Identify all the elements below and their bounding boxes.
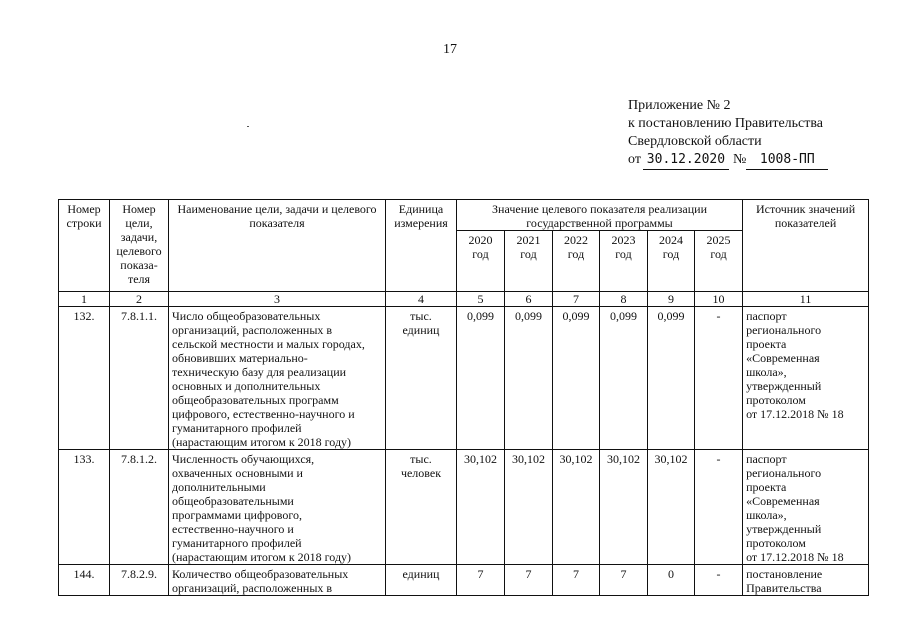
column-number: 2 bbox=[110, 292, 169, 307]
resolution-number: 1008-ПП bbox=[746, 151, 828, 170]
value-2023: 7 bbox=[600, 565, 648, 596]
header-year: 2024 год bbox=[648, 231, 695, 292]
header-values-group: Значение целевого показателя реализации государственной программы bbox=[457, 200, 743, 231]
appendix-block bbox=[628, 97, 828, 170]
indicator-name: Численность обучающихся, охваченных основными и дополнительными общеобразовательными программами цифрового, естественно-научного и гуманитарного профилей (нарастающим итогом к 2018 году) bbox=[169, 450, 386, 565]
table-row bbox=[59, 565, 869, 596]
value-2024: 30,102 bbox=[648, 450, 695, 565]
indicator-name: Число общеобразовательных организаций, расположенных в сельской местности и малых городах, обновивших материально- техническую базу для реализации основных и дополнительных общеобразовательных программ цифрового, естественно-научного и гуманитарного профилей (нарастающим итогом к 2018 году) bbox=[169, 307, 386, 450]
value-2022: 0,099 bbox=[553, 307, 600, 450]
header-row-number: Номер строки bbox=[59, 200, 110, 292]
scan-speck bbox=[247, 126, 249, 127]
page-number: 17 bbox=[443, 42, 457, 57]
value-2021: 7 bbox=[505, 565, 553, 596]
indicator-name: Количество общеобразовательных организаций, расположенных в bbox=[169, 565, 386, 596]
value-2023: 30,102 bbox=[600, 450, 648, 565]
value-2025: - bbox=[695, 307, 743, 450]
value-2022: 30,102 bbox=[553, 450, 600, 565]
value-2021: 30,102 bbox=[505, 450, 553, 565]
appendix-resolution: к постановлению Правительства bbox=[628, 116, 824, 131]
column-number: 8 bbox=[600, 292, 648, 307]
header-year: 2023 год bbox=[600, 231, 648, 292]
header-year: 2021 год bbox=[505, 231, 553, 292]
appendix-region: Свердловской области bbox=[628, 134, 762, 149]
column-number: 10 bbox=[695, 292, 743, 307]
column-number: 11 bbox=[743, 292, 869, 307]
value-2020: 0,099 bbox=[457, 307, 505, 450]
indicator-unit: единиц bbox=[386, 565, 457, 596]
header-goal-number: Номер цели, задачи, целевого показа-теля bbox=[110, 200, 169, 292]
indicator-unit: тыс. единиц bbox=[386, 307, 457, 450]
value-2020: 30,102 bbox=[457, 450, 505, 565]
column-number: 9 bbox=[648, 292, 695, 307]
indicator-source: паспорт регионального проекта «Современная школа», утвержденный протоколом от 17.12.2018 № 18 bbox=[743, 307, 869, 450]
header-source: Источник значений показателей bbox=[743, 200, 869, 292]
value-2025: - bbox=[695, 565, 743, 596]
indicator-source: постановление Правительства bbox=[743, 565, 869, 596]
value-2023: 0,099 bbox=[600, 307, 648, 450]
header-unit: Единица измерения bbox=[386, 200, 457, 292]
indicator-code: 7.8.2.9. bbox=[110, 565, 169, 596]
table-row bbox=[59, 307, 869, 450]
resolution-date: 30.12.2020 bbox=[643, 151, 729, 170]
row-number: 144. bbox=[59, 565, 110, 596]
column-number: 1 bbox=[59, 292, 110, 307]
indicator-code: 7.8.1.1. bbox=[110, 307, 169, 450]
value-2022: 7 bbox=[553, 565, 600, 596]
column-numbers-row bbox=[59, 292, 869, 307]
column-number: 5 bbox=[457, 292, 505, 307]
row-number: 132. bbox=[59, 307, 110, 450]
header-row bbox=[59, 200, 869, 231]
appendix-date-line bbox=[628, 151, 828, 170]
indicators-table bbox=[58, 199, 869, 596]
value-2025: - bbox=[695, 450, 743, 565]
column-number: 6 bbox=[505, 292, 553, 307]
indicator-unit: тыс. человек bbox=[386, 450, 457, 565]
column-number: 3 bbox=[169, 292, 386, 307]
value-2024: 0 bbox=[648, 565, 695, 596]
value-2024: 0,099 bbox=[648, 307, 695, 450]
header-year: 2020 год bbox=[457, 231, 505, 292]
number-prefix: № bbox=[732, 152, 747, 167]
header-name: Наименование цели, задачи и целевого показателя bbox=[169, 200, 386, 292]
indicator-source: паспорт регионального проекта «Современная школа», утвержденный протоколом от 17.12.2018 № 18 bbox=[743, 450, 869, 565]
column-number: 4 bbox=[386, 292, 457, 307]
header-year: 2022 год bbox=[553, 231, 600, 292]
header-year: 2025 год bbox=[695, 231, 743, 292]
value-2020: 7 bbox=[457, 565, 505, 596]
indicator-code: 7.8.1.2. bbox=[110, 450, 169, 565]
value-2021: 0,099 bbox=[505, 307, 553, 450]
date-prefix: от bbox=[628, 152, 641, 167]
column-number: 7 bbox=[553, 292, 600, 307]
row-number: 133. bbox=[59, 450, 110, 565]
appendix-title: Приложение № 2 bbox=[628, 98, 731, 113]
table-row bbox=[59, 450, 869, 565]
